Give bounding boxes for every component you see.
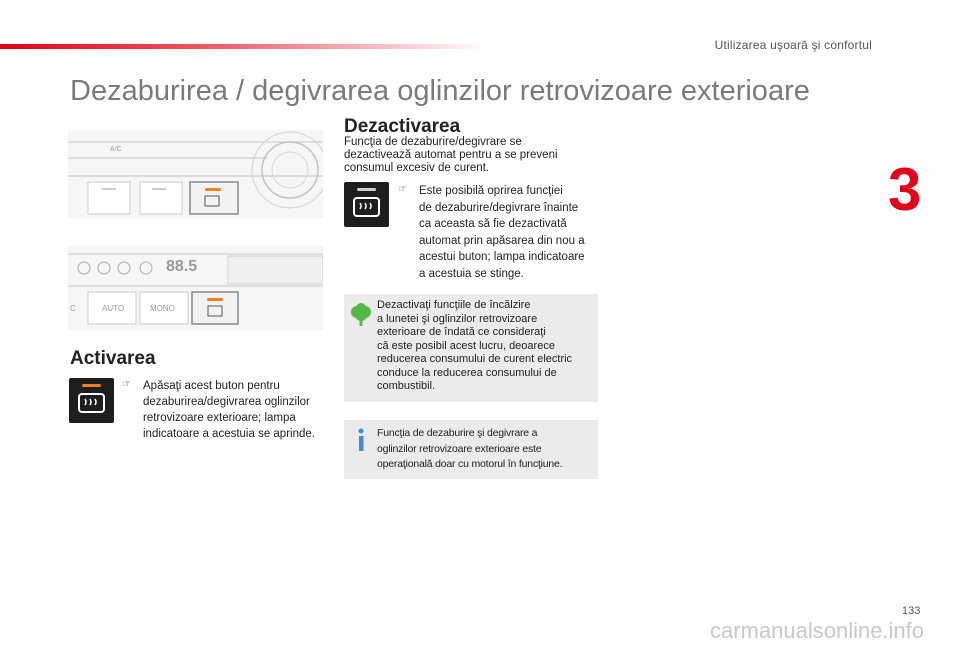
eco-tip-box [344, 294, 598, 402]
deactivation-line: automat prin apăsarea din nou a [419, 234, 585, 247]
activation-text [143, 378, 333, 442]
mirror-defrost-button-on [69, 378, 114, 423]
mirror-defrost-icon [352, 196, 381, 220]
chapter-number: 3 [888, 156, 922, 223]
info-note-line: oglinzilor retrovizoare exterioare este [377, 442, 542, 455]
indicator-lamp-off [357, 188, 376, 191]
panel-label-mono: MONO [150, 304, 175, 313]
eco-tip-line: că este posibil acest lucru, deoarece [377, 339, 555, 352]
panel-display-value: 88.5 [166, 258, 198, 275]
mirror-defrost-button-off [344, 182, 389, 227]
page-title: Dezaburirea / degivrarea oglinzilor retrovizoare exterioare [70, 75, 810, 107]
deactivation-intro-line: dezactivează automat pentru a se preveni [344, 149, 558, 161]
activation-line: retrovizoare exterioare; lampa [143, 412, 296, 424]
header-accent-bar [0, 44, 490, 49]
activation-line: dezaburirea/degivrarea oglinzilor [143, 396, 310, 408]
panel-label-c: C [70, 304, 76, 313]
info-icon [356, 428, 370, 452]
info-note-line: Funcţia de dezaburire şi degivrare a [377, 427, 538, 439]
page-number: 133 [902, 605, 921, 617]
activation-line: indicatoare a acestuia se aprinde. [143, 428, 315, 440]
eco-tip-text [377, 299, 597, 394]
watermark: carmanualsonline.info [710, 618, 925, 643]
header-section-title: Utilizarea uşoară şi confortul [714, 38, 872, 52]
deactivation-intro-line: Funcţia de dezaburire/degivrare se [344, 136, 522, 148]
eco-tip-line: reducerea consumului de curent electric [377, 353, 573, 365]
climate-panel-top-graphic [68, 130, 323, 218]
eco-tip-line: exterioare de îndată ce consideraţi [377, 326, 546, 338]
indicator-lamp-on [82, 384, 101, 387]
info-note-box [344, 420, 598, 479]
deactivation-text [419, 183, 604, 282]
panel-label-auto: AUTO [102, 304, 125, 313]
info-note-text [377, 426, 597, 473]
deactivation-line: Este posibilă oprirea funcţiei [419, 185, 563, 197]
tree-icon [350, 303, 372, 327]
climate-panel-bottom-illustration [68, 246, 323, 330]
activation-title: Activarea [70, 348, 156, 369]
deactivation-line: de dezaburire/degivrare înainte [419, 201, 579, 214]
activation-line: Apăsaţi acest buton pentru [143, 380, 280, 392]
deactivation-title: Dezactivarea [344, 116, 461, 137]
deactivation-intro-line: consumul excesiv de curent. [344, 162, 490, 174]
eco-tip-line: combustibil. [377, 380, 436, 392]
panel-label-ac: A/C [110, 146, 122, 153]
info-note-line: operaţională doar cu motorul în funcţiune. [377, 458, 563, 470]
deactivation-line: acestui buton; lampa indicatoare [419, 251, 585, 263]
climate-panel-top-illustration [68, 130, 323, 218]
deactivation-intro [344, 136, 604, 175]
eco-tip-line: conduce la reducerea consumului de [377, 366, 557, 379]
deactivation-line: a acestuia se stinge. [419, 267, 524, 280]
bullet-arrow-icon: ☞ [398, 184, 407, 195]
bullet-arrow-icon: ☞ [122, 379, 131, 390]
mirror-defrost-icon [77, 392, 106, 416]
eco-tip-line: Dezactivaţi funcţiile de încălzire [377, 299, 531, 311]
deactivation-line: ca aceasta să fie dezactivată [419, 218, 567, 230]
eco-tip-line: a lunetei şi oglinzilor retrovizoare [377, 312, 538, 325]
